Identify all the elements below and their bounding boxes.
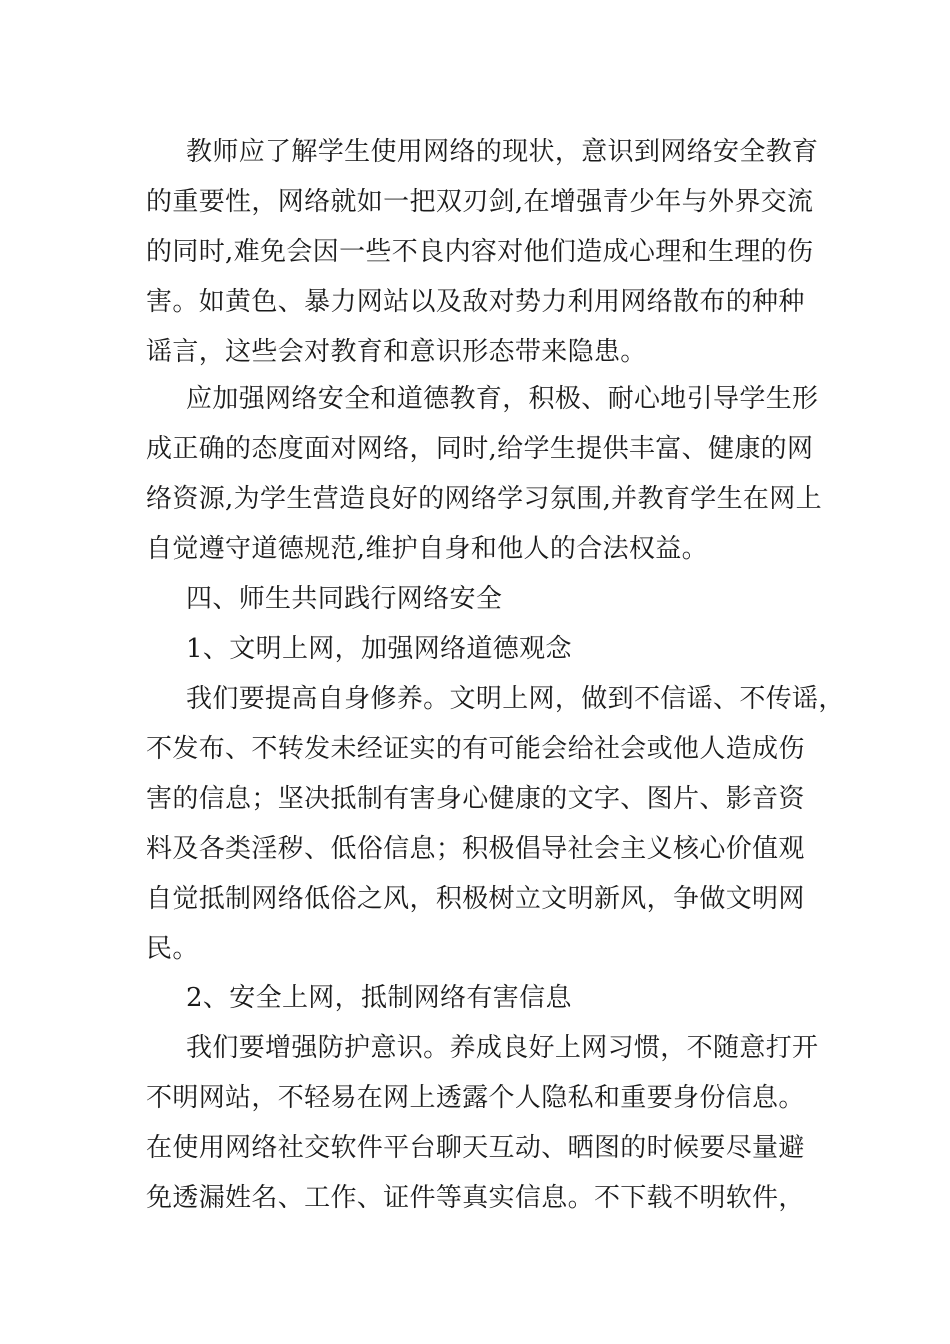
paragraph-4-line-3: 在使用网络社交软件平台聊天互动、晒图的时候要尽量避: [146, 1133, 805, 1163]
paragraph-1-line-5: 谣言，这些会对教育和意识形态带来隐患。: [146, 337, 647, 367]
paragraph-3-line-6: 民。: [146, 934, 199, 964]
paragraph-3-line-5: 自觉抵制网络低俗之风，积极树立文明新风，争做文明网: [146, 884, 805, 914]
paragraph-3-line-2: 不发布、不转发未经证实的有可能会给社会或他人造成伤: [146, 734, 805, 764]
paragraph-1-line-3: 的同时,难免会因一些不良内容对他们造成心理和生理的伤: [146, 237, 814, 267]
paragraph-4-line-4: 免透漏姓名、工作、证件等真实信息。不下载不明软件，: [146, 1183, 805, 1213]
paragraph-4-line-1: 我们要增强防护意识。养成良好上网习惯，不随意打开: [186, 1033, 819, 1063]
paragraph-4-line-2: 不明网站，不轻易在网上透露个人隐私和重要身份信息。: [146, 1083, 805, 1113]
paragraph-3-line-3: 害的信息；坚决抵制有害身心健康的文字、图片、影音资: [146, 784, 805, 814]
paragraph-1-line-2: 的重要性，网络就如一把双刃剑,在增强青少年与外界交流: [146, 187, 814, 217]
paragraph-3-line-1: 我们要提高自身修养。文明上网，做到不信谣、不传谣，: [186, 684, 845, 714]
paragraph-2-line-4: 自觉遵守道德规范,维护自身和他人的合法权益。: [146, 534, 708, 564]
paragraph-2-line-2: 成正确的态度面对网络，同时,给学生提供丰富、健康的网: [146, 434, 814, 464]
subheading-4-2: 2、安全上网，抵制网络有害信息: [186, 983, 572, 1013]
paragraph-1-line-1: 教师应了解学生使用网络的现状，意识到网络安全教育: [186, 137, 819, 167]
paragraph-1-line-4: 害。如黄色、暴力网站以及敌对势力利用网络散布的种种: [146, 287, 805, 317]
paragraph-2-line-1: 应加强网络安全和道德教育，积极、耐心地引导学生形: [186, 384, 819, 414]
paragraph-3-line-4: 料及各类淫秽、低俗信息；积极倡导社会主义核心价值观: [146, 834, 805, 864]
subheading-4-1: 1、文明上网，加强网络道德观念: [186, 634, 572, 664]
paragraph-2-line-3: 络资源,为学生营造良好的网络学习氛围,并教育学生在网上: [146, 484, 822, 514]
section-heading-4: 四、师生共同践行网络安全: [186, 584, 503, 614]
